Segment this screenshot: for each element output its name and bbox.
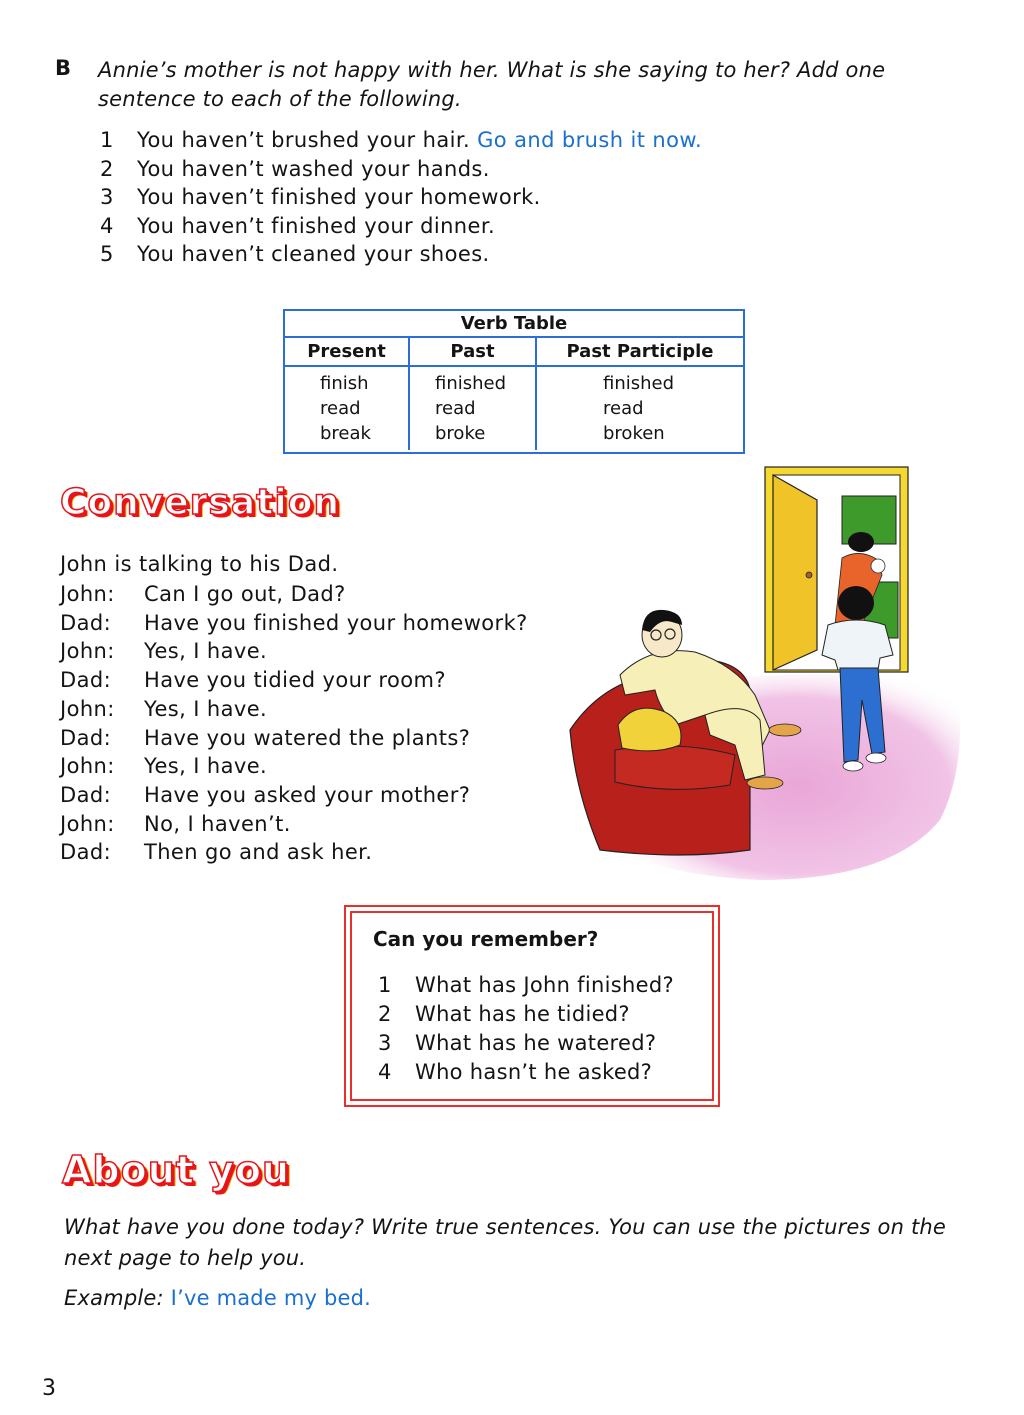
mother-head — [848, 532, 874, 552]
question-item — [378, 1058, 674, 1087]
dialogue-line — [60, 609, 528, 638]
boy-shoe — [843, 761, 863, 771]
item-number: 1 — [100, 128, 114, 152]
exercise-item — [100, 126, 702, 155]
example-answer: I’ve made my bed. — [170, 1286, 372, 1310]
about-you-example — [64, 1286, 371, 1310]
item-text: You haven’t washed your hands. — [137, 156, 490, 181]
line-text: Have you asked your mother? — [144, 782, 471, 807]
item-number: 2 — [378, 1002, 392, 1026]
exercise-item — [100, 240, 702, 269]
father-son-illustration — [560, 460, 1024, 890]
dialogue-line — [60, 724, 528, 753]
past-participle-column — [537, 367, 743, 450]
conversation-heading: Conversation — [60, 482, 341, 523]
table-cell: break — [320, 423, 371, 444]
question-item — [378, 1029, 674, 1058]
item-number: 2 — [100, 156, 114, 181]
dialogue-line — [60, 695, 528, 724]
dialogue-line — [60, 666, 528, 695]
speaker: John: — [60, 639, 115, 664]
line-text: Yes, I have. — [144, 696, 268, 721]
dialogue-line — [60, 637, 528, 666]
question-text: What has he watered? — [415, 1031, 657, 1055]
dialogue — [60, 580, 528, 867]
father-slipper — [747, 777, 783, 789]
line-text: No, I haven’t. — [144, 811, 291, 836]
speaker: Dad: — [60, 725, 112, 750]
plate — [871, 559, 885, 573]
remember-title: Can you remember? — [373, 927, 599, 951]
item-text: You haven’t finished your homework. — [137, 185, 541, 209]
speaker: John: — [60, 582, 115, 606]
section-letter: B — [55, 56, 72, 80]
line-text: Have you tidied your room? — [144, 668, 446, 693]
dialogue-line — [60, 810, 528, 839]
exercise-item — [100, 183, 702, 212]
dialogue-line — [60, 838, 528, 867]
example-label: Example: — [64, 1286, 164, 1310]
boy-shoe — [866, 753, 886, 763]
exercise-list — [100, 126, 702, 269]
question-item — [378, 1000, 674, 1029]
remember-box-inner — [350, 911, 714, 1101]
question-item — [378, 971, 674, 1000]
remember-box — [344, 905, 720, 1107]
speaker: John: — [60, 811, 115, 836]
item-number: 4 — [100, 213, 114, 238]
header-past: Past — [410, 338, 537, 365]
speaker: John: — [60, 696, 115, 721]
item-number: 1 — [378, 973, 392, 997]
table-cell: read — [603, 398, 644, 419]
question-text: Who hasn’t he asked? — [415, 1060, 653, 1084]
item-number: 5 — [100, 242, 114, 266]
about-you-instruction: What have you done today? Write true sentences. You can use the pictures on the next page to help you. — [64, 1215, 947, 1270]
verb-table-title: Verb Table — [285, 311, 743, 338]
table-cell: broke — [435, 423, 486, 444]
table-cell: read — [435, 398, 476, 419]
item-number: 4 — [378, 1060, 392, 1084]
item-number: 3 — [100, 185, 114, 209]
table-cell: read — [320, 398, 361, 419]
line-text: Then go and ask her. — [144, 840, 373, 865]
dialogue-line — [60, 781, 528, 810]
past-column — [410, 367, 537, 450]
about-you-heading: About you — [62, 1148, 291, 1192]
dialogue-line — [60, 580, 528, 609]
speaker: Dad: — [60, 782, 112, 807]
father-slipper — [769, 724, 801, 736]
boy-head — [838, 586, 874, 620]
line-text: Yes, I have. — [144, 754, 268, 779]
exercise-item — [100, 212, 702, 241]
page-number: 3 — [42, 1376, 56, 1401]
item-text: You haven’t finished your dinner. — [137, 213, 496, 238]
speaker: John: — [60, 754, 115, 779]
table-cell: broken — [603, 423, 665, 444]
question-list — [378, 971, 674, 1087]
line-text: Can I go out, Dad? — [144, 582, 346, 606]
question-text: What has John finished? — [415, 973, 674, 997]
header-past-participle: Past Participle — [566, 341, 714, 362]
line-text: Have you watered the plants? — [144, 725, 471, 750]
line-text: Have you finished your homework? — [144, 610, 528, 635]
exercise-item — [100, 155, 702, 184]
conversation-intro: John is talking to his Dad. — [60, 552, 339, 576]
speaker: Dad: — [60, 840, 112, 865]
verb-table-header-row — [285, 338, 743, 367]
item-text: You haven’t cleaned your shoes. — [137, 242, 490, 266]
example-answer: Go and brush it now. — [477, 128, 703, 152]
speaker: Dad: — [60, 668, 112, 693]
table-cell: finish — [320, 373, 369, 394]
item-text: You haven’t brushed your hair. — [137, 128, 471, 152]
present-column — [285, 367, 410, 450]
verb-table — [283, 309, 745, 454]
question-text: What has he tidied? — [415, 1002, 630, 1026]
table-cell: finished — [603, 373, 675, 394]
dialogue-line — [60, 752, 528, 781]
table-cell: finished — [435, 373, 507, 394]
door-knob — [806, 572, 812, 578]
section-b-instruction: Annie’s mother is not happy with her. What is she saying to her? Add one sentence to each of the following. — [98, 58, 886, 111]
speaker: Dad: — [60, 610, 112, 635]
verb-table-body — [285, 367, 743, 450]
item-number: 3 — [378, 1031, 392, 1055]
armchair-cushion — [615, 746, 735, 789]
line-text: Yes, I have. — [144, 639, 268, 664]
header-present: Present — [285, 338, 410, 365]
